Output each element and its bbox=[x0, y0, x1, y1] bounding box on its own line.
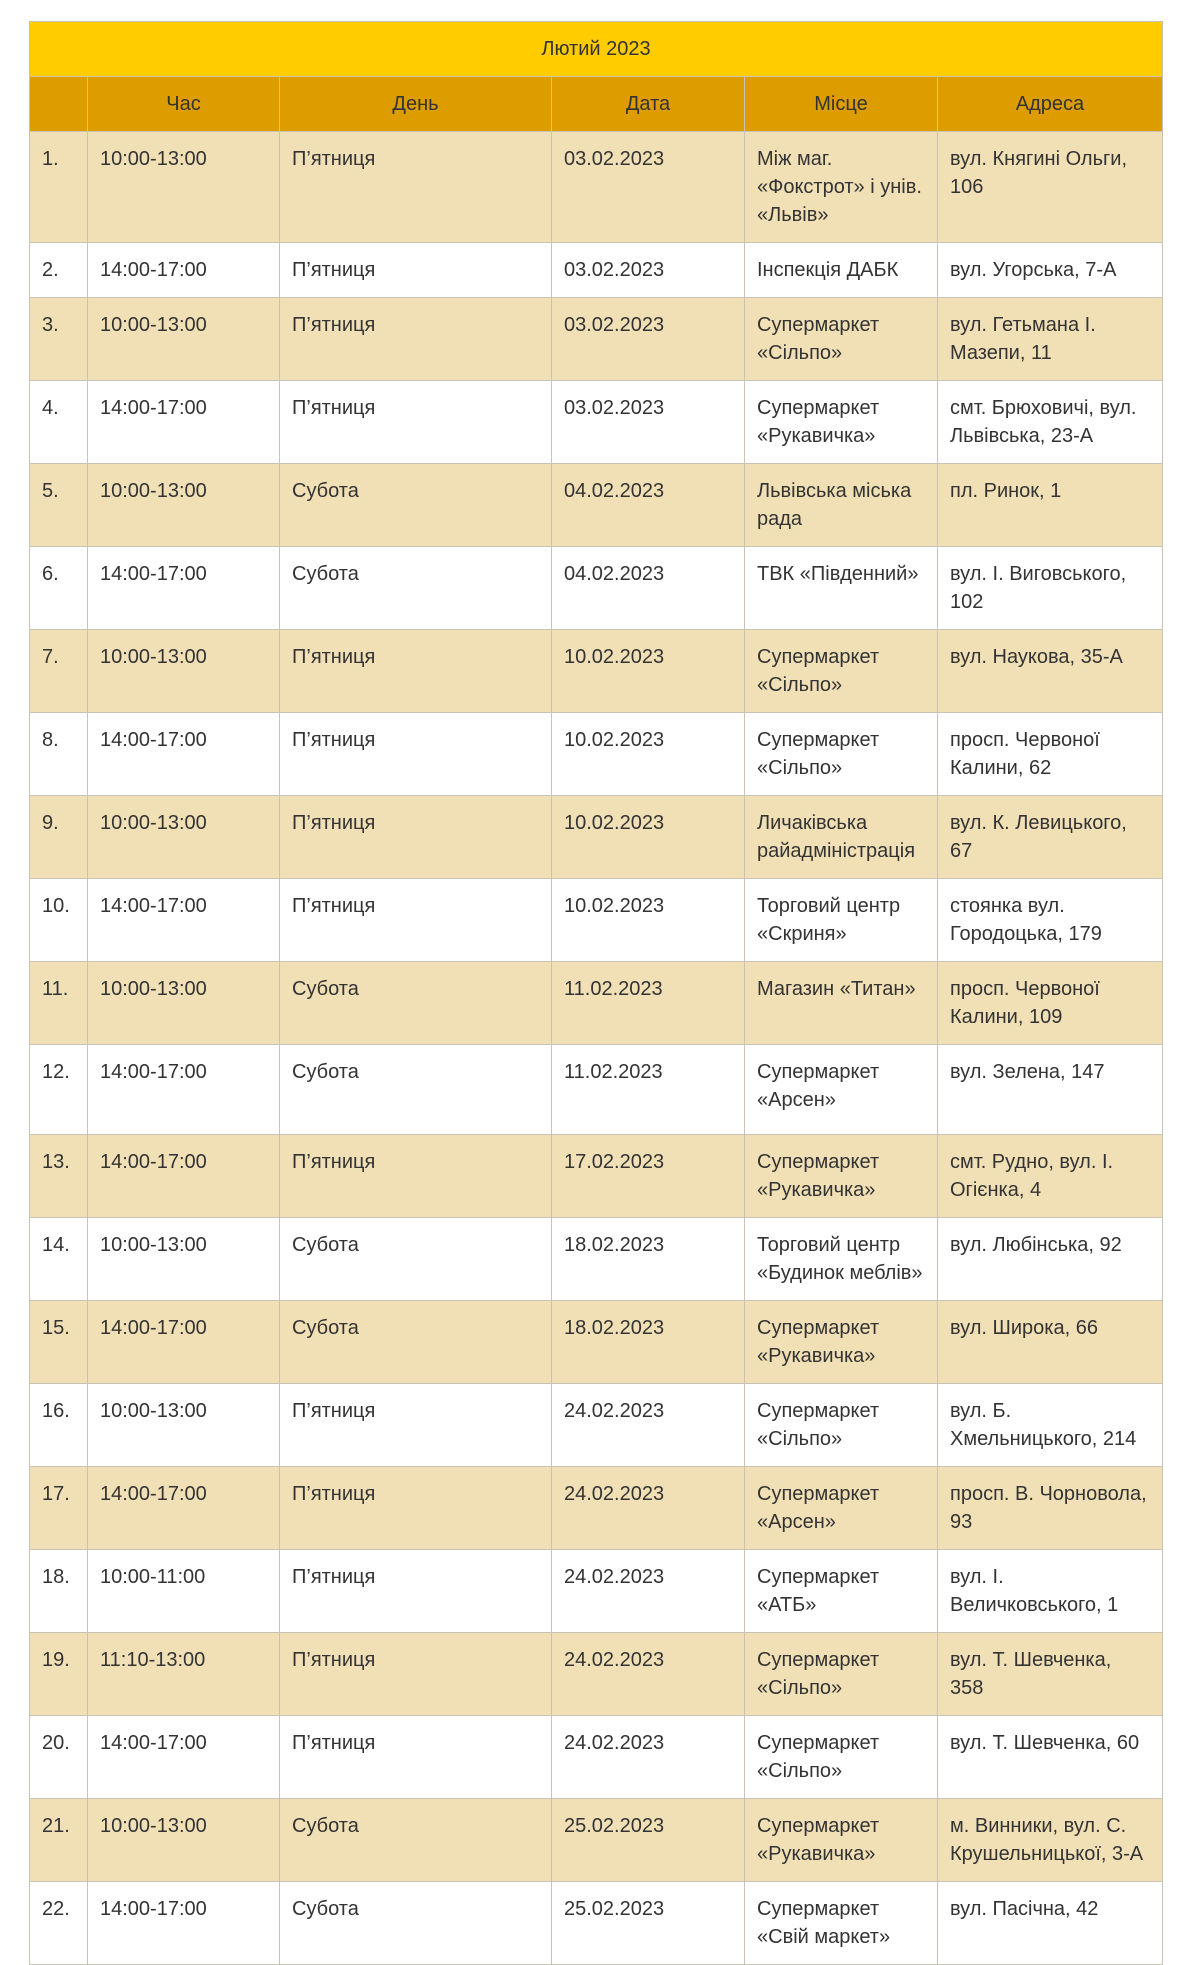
row-place: Торговий центр «Будинок меблів» bbox=[745, 1218, 938, 1301]
row-time: 10:00-13:00 bbox=[88, 630, 280, 713]
row-address: вул. Угорська, 7-А bbox=[938, 243, 1163, 298]
row-day: П’ятниця bbox=[280, 132, 552, 243]
row-address: вул. Наукова, 35-А bbox=[938, 630, 1163, 713]
table-row bbox=[30, 1467, 1163, 1550]
row-time: 14:00-17:00 bbox=[88, 1716, 280, 1799]
row-number: 12. bbox=[30, 1045, 88, 1135]
row-address: вул. Т. Шевченка, 60 bbox=[938, 1716, 1163, 1799]
row-day: Субота bbox=[280, 1301, 552, 1384]
row-address: просп. Червоної Калини, 62 bbox=[938, 713, 1163, 796]
row-date: 03.02.2023 bbox=[552, 243, 745, 298]
row-date: 03.02.2023 bbox=[552, 132, 745, 243]
row-day: П’ятниця bbox=[280, 1633, 552, 1716]
row-date: 24.02.2023 bbox=[552, 1633, 745, 1716]
row-time: 10:00-13:00 bbox=[88, 1799, 280, 1882]
row-place: Супермаркет «Арсен» bbox=[745, 1045, 938, 1135]
row-place: Торговий центр «Скриня» bbox=[745, 879, 938, 962]
row-time: 10:00-13:00 bbox=[88, 1218, 280, 1301]
table-row bbox=[30, 630, 1163, 713]
header-place: Місце bbox=[745, 77, 938, 132]
row-place: Магазин «Титан» bbox=[745, 962, 938, 1045]
row-date: 10.02.2023 bbox=[552, 630, 745, 713]
schedule-container bbox=[29, 21, 1162, 1965]
row-number: 10. bbox=[30, 879, 88, 962]
row-place: Супермаркет «Арсен» bbox=[745, 1467, 938, 1550]
row-place: Супермаркет «Сільпо» bbox=[745, 298, 938, 381]
row-address: вул. Т. Шевченка, 358 bbox=[938, 1633, 1163, 1716]
row-date: 03.02.2023 bbox=[552, 381, 745, 464]
row-day: Субота bbox=[280, 547, 552, 630]
row-day: П’ятниця bbox=[280, 243, 552, 298]
header-date: Дата bbox=[552, 77, 745, 132]
table-caption: Лютий 2023 bbox=[30, 22, 1163, 77]
table-caption-row bbox=[30, 22, 1163, 77]
table-row bbox=[30, 1045, 1163, 1135]
row-number: 13. bbox=[30, 1135, 88, 1218]
schedule-table bbox=[29, 21, 1163, 1965]
row-place: Супермаркет «Рукавичка» bbox=[745, 1799, 938, 1882]
row-date: 18.02.2023 bbox=[552, 1218, 745, 1301]
row-day: Субота bbox=[280, 1045, 552, 1135]
row-time: 10:00-13:00 bbox=[88, 796, 280, 879]
row-date: 04.02.2023 bbox=[552, 547, 745, 630]
row-number: 7. bbox=[30, 630, 88, 713]
row-number: 6. bbox=[30, 547, 88, 630]
row-date: 24.02.2023 bbox=[552, 1467, 745, 1550]
row-address: пл. Ринок, 1 bbox=[938, 464, 1163, 547]
row-date: 11.02.2023 bbox=[552, 962, 745, 1045]
row-time: 14:00-17:00 bbox=[88, 879, 280, 962]
row-number: 3. bbox=[30, 298, 88, 381]
row-date: 17.02.2023 bbox=[552, 1135, 745, 1218]
row-date: 04.02.2023 bbox=[552, 464, 745, 547]
row-day: П’ятниця bbox=[280, 796, 552, 879]
table-row bbox=[30, 796, 1163, 879]
row-address: просп. В. Чорновола, 93 bbox=[938, 1467, 1163, 1550]
row-place: Супермаркет «Рукавичка» bbox=[745, 1135, 938, 1218]
row-number: 1. bbox=[30, 132, 88, 243]
row-address: вул. Широка, 66 bbox=[938, 1301, 1163, 1384]
row-day: П’ятниця bbox=[280, 630, 552, 713]
header-number bbox=[30, 77, 88, 132]
row-date: 18.02.2023 bbox=[552, 1301, 745, 1384]
table-row bbox=[30, 1799, 1163, 1882]
row-day: П’ятниця bbox=[280, 1135, 552, 1218]
row-address: смт. Рудно, вул. І. Огієнка, 4 bbox=[938, 1135, 1163, 1218]
row-day: П’ятниця bbox=[280, 879, 552, 962]
table-row bbox=[30, 962, 1163, 1045]
row-day: Субота bbox=[280, 1218, 552, 1301]
row-day: Субота bbox=[280, 464, 552, 547]
row-time: 14:00-17:00 bbox=[88, 1135, 280, 1218]
row-place: Супермаркет «Сільпо» bbox=[745, 1384, 938, 1467]
row-day: П’ятниця bbox=[280, 1384, 552, 1467]
row-address: стоянка вул. Городоцька, 179 bbox=[938, 879, 1163, 962]
header-day: День bbox=[280, 77, 552, 132]
table-row bbox=[30, 1882, 1163, 1965]
row-date: 24.02.2023 bbox=[552, 1716, 745, 1799]
table-row bbox=[30, 381, 1163, 464]
row-day: Субота bbox=[280, 1799, 552, 1882]
row-address: вул. І. Величковського, 1 bbox=[938, 1550, 1163, 1633]
table-row bbox=[30, 1633, 1163, 1716]
row-number: 5. bbox=[30, 464, 88, 547]
row-number: 2. bbox=[30, 243, 88, 298]
row-number: 20. bbox=[30, 1716, 88, 1799]
row-number: 16. bbox=[30, 1384, 88, 1467]
row-time: 14:00-17:00 bbox=[88, 547, 280, 630]
table-row bbox=[30, 547, 1163, 630]
row-number: 8. bbox=[30, 713, 88, 796]
table-row bbox=[30, 1135, 1163, 1218]
row-place: Супермаркет «Сільпо» bbox=[745, 1716, 938, 1799]
row-place: Супермаркет «Сільпо» bbox=[745, 630, 938, 713]
row-address: просп. Червоної Калини, 109 bbox=[938, 962, 1163, 1045]
row-day: Субота bbox=[280, 1882, 552, 1965]
row-place: Супермаркет «Сільпо» bbox=[745, 713, 938, 796]
table-row bbox=[30, 132, 1163, 243]
row-number: 14. bbox=[30, 1218, 88, 1301]
row-number: 11. bbox=[30, 962, 88, 1045]
row-place: Між маг. «Фокстрот» і унів. «Львів» bbox=[745, 132, 938, 243]
row-time: 14:00-17:00 bbox=[88, 1882, 280, 1965]
row-address: вул. Б. Хмельницького, 214 bbox=[938, 1384, 1163, 1467]
row-place: Супермаркет «Свій маркет» bbox=[745, 1882, 938, 1965]
row-number: 17. bbox=[30, 1467, 88, 1550]
row-time: 10:00-13:00 bbox=[88, 1384, 280, 1467]
row-date: 10.02.2023 bbox=[552, 713, 745, 796]
row-address: м. Винники, вул. С. Крушельницької, 3-А bbox=[938, 1799, 1163, 1882]
row-time: 10:00-13:00 bbox=[88, 298, 280, 381]
row-day: П’ятниця bbox=[280, 1550, 552, 1633]
row-date: 11.02.2023 bbox=[552, 1045, 745, 1135]
row-time: 11:10-13:00 bbox=[88, 1633, 280, 1716]
row-address: вул. Любінська, 92 bbox=[938, 1218, 1163, 1301]
row-number: 19. bbox=[30, 1633, 88, 1716]
row-date: 25.02.2023 bbox=[552, 1799, 745, 1882]
row-place: Супермаркет «Рукавичка» bbox=[745, 1301, 938, 1384]
table-row bbox=[30, 1301, 1163, 1384]
row-time: 14:00-17:00 bbox=[88, 1301, 280, 1384]
table-header-row bbox=[30, 77, 1163, 132]
row-address: вул. Гетьмана І. Мазепи, 11 bbox=[938, 298, 1163, 381]
row-day: П’ятниця bbox=[280, 1467, 552, 1550]
table-row bbox=[30, 1716, 1163, 1799]
row-day: П’ятниця bbox=[280, 713, 552, 796]
table-row bbox=[30, 1218, 1163, 1301]
row-time: 10:00-13:00 bbox=[88, 132, 280, 243]
row-number: 22. bbox=[30, 1882, 88, 1965]
row-address: вул. Пасічна, 42 bbox=[938, 1882, 1163, 1965]
row-date: 03.02.2023 bbox=[552, 298, 745, 381]
row-time: 14:00-17:00 bbox=[88, 713, 280, 796]
row-place: ТВК «Південний» bbox=[745, 547, 938, 630]
row-number: 21. bbox=[30, 1799, 88, 1882]
table-row bbox=[30, 1384, 1163, 1467]
row-day: П’ятниця bbox=[280, 298, 552, 381]
row-place: Супермаркет «Сільпо» bbox=[745, 1633, 938, 1716]
row-number: 4. bbox=[30, 381, 88, 464]
row-place: Львівська міська рада bbox=[745, 464, 938, 547]
row-number: 15. bbox=[30, 1301, 88, 1384]
row-date: 24.02.2023 bbox=[552, 1550, 745, 1633]
header-time: Час bbox=[88, 77, 280, 132]
row-place: Супермаркет «Рукавичка» bbox=[745, 381, 938, 464]
table-row bbox=[30, 1550, 1163, 1633]
row-number: 18. bbox=[30, 1550, 88, 1633]
table-row bbox=[30, 243, 1163, 298]
table-row bbox=[30, 464, 1163, 547]
row-address: вул. Зелена, 147 bbox=[938, 1045, 1163, 1135]
row-place: Супермаркет «АТБ» bbox=[745, 1550, 938, 1633]
row-place: Личаківська райадміністрація bbox=[745, 796, 938, 879]
row-time: 10:00-11:00 bbox=[88, 1550, 280, 1633]
row-time: 10:00-13:00 bbox=[88, 962, 280, 1045]
row-day: Субота bbox=[280, 962, 552, 1045]
row-address: вул. І. Виговського, 102 bbox=[938, 547, 1163, 630]
row-address: вул. Княгині Ольги, 106 bbox=[938, 132, 1163, 243]
row-number: 9. bbox=[30, 796, 88, 879]
row-date: 25.02.2023 bbox=[552, 1882, 745, 1965]
row-date: 24.02.2023 bbox=[552, 1384, 745, 1467]
row-time: 14:00-17:00 bbox=[88, 243, 280, 298]
table-row bbox=[30, 879, 1163, 962]
header-address: Адреса bbox=[938, 77, 1163, 132]
row-place: Інспекція ДАБК bbox=[745, 243, 938, 298]
row-time: 10:00-13:00 bbox=[88, 464, 280, 547]
table-row bbox=[30, 298, 1163, 381]
row-date: 10.02.2023 bbox=[552, 879, 745, 962]
row-address: смт. Брюховичі, вул. Львівська, 23-А bbox=[938, 381, 1163, 464]
row-day: П’ятниця bbox=[280, 381, 552, 464]
row-time: 14:00-17:00 bbox=[88, 1467, 280, 1550]
row-address: вул. К. Левицького, 67 bbox=[938, 796, 1163, 879]
row-time: 14:00-17:00 bbox=[88, 1045, 280, 1135]
table-row bbox=[30, 713, 1163, 796]
row-date: 10.02.2023 bbox=[552, 796, 745, 879]
row-time: 14:00-17:00 bbox=[88, 381, 280, 464]
row-day: П’ятниця bbox=[280, 1716, 552, 1799]
